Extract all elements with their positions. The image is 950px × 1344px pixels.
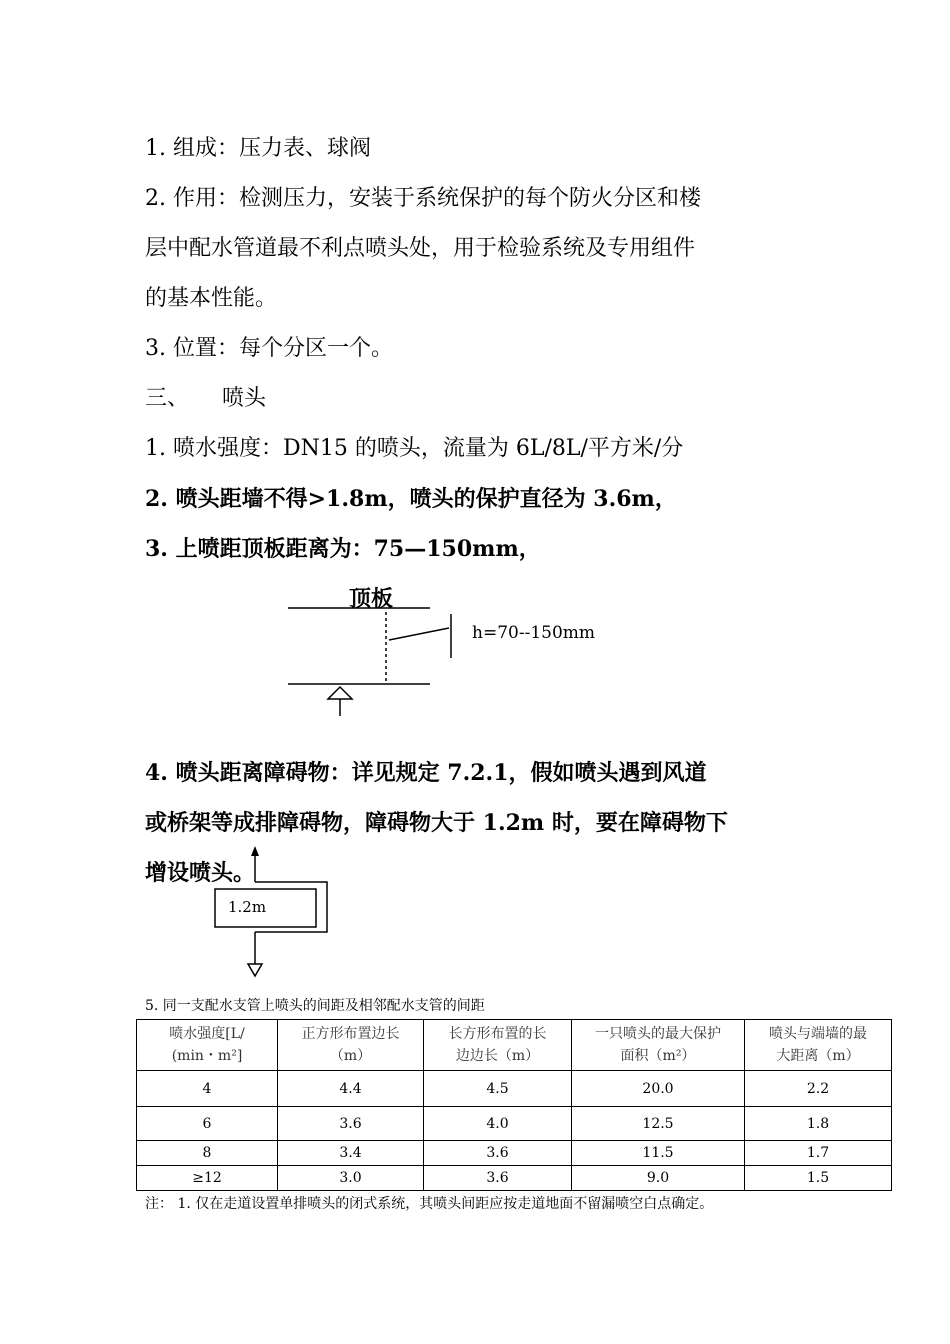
- header-square-spacing: 正方形布置边长 （m）: [278, 1020, 424, 1071]
- section-heading-sprinkler: 三、 喷头: [145, 386, 267, 411]
- item-function-cont-1: 层中配水管道最不利点喷头处，用于检验系统及专用组件: [145, 236, 696, 261]
- table-note: 注： 1. 仅在走道设置单排喷头的闭式系统，其喷头间距应按走道地面不留漏喷空白点确定。: [145, 1196, 714, 1212]
- item-obstruction: 4. 喷头距离障碍物：详见规定 7.2.1，假如喷头遇到风道: [145, 760, 707, 786]
- header-wall-distance: 喷头与端墙的最 大距离（m）: [745, 1020, 892, 1071]
- ceiling-label: 顶板: [349, 586, 394, 612]
- header-rect-spacing: 长方形布置的长 边边长（m）: [424, 1020, 572, 1071]
- spacing-table: [136, 1019, 892, 1191]
- table-caption: 5. 同一支配水支管上喷头的间距及相邻配水支管的间距: [145, 998, 485, 1014]
- item-spray-intensity: 1. 喷水强度：DN15 的喷头，流量为 6L/8L/平方米/分: [145, 436, 684, 461]
- table-row: 4 4.4 4.5 20.0 2.2: [137, 1071, 892, 1107]
- item-function-cont-2: 的基本性能。: [145, 286, 278, 311]
- item-function: 2. 作用：检测压力，安装于系统保护的每个防火分区和楼: [145, 186, 701, 211]
- table-row: 8 3.4 3.6 11.5 1.7: [137, 1141, 892, 1166]
- item-location: 3. 位置：每个分区一个。: [145, 336, 393, 361]
- table-header-row: [137, 1020, 892, 1071]
- header-intensity: 喷水强度[L/ (min・m²]: [137, 1020, 278, 1071]
- height-dimension-label: h=70--150mm: [472, 623, 596, 643]
- obstruction-width-label: 1.2m: [228, 898, 267, 916]
- table-row: 6 3.6 4.0 12.5 1.8: [137, 1107, 892, 1141]
- item-wall-distance: 2. 喷头距墙不得>1.8m，喷头的保护直径为 3.6m，: [145, 486, 677, 512]
- item-obstruction-cont-1: 或桥架等成排障碍物，障碍物大于 1.2m 时，要在障碍物下: [145, 810, 728, 836]
- table-row: ≥12 3.0 3.6 9.0 1.5: [137, 1166, 892, 1191]
- item-ceiling-distance: 3. 上喷距顶板距离为：75—150mm，: [145, 536, 541, 562]
- item-composition: 1. 组成：压力表、球阀: [145, 136, 371, 161]
- header-max-area: 一只喷头的最大保护 面积（m²）: [572, 1020, 745, 1071]
- item-obstruction-cont-2: 增设喷头。: [145, 860, 256, 886]
